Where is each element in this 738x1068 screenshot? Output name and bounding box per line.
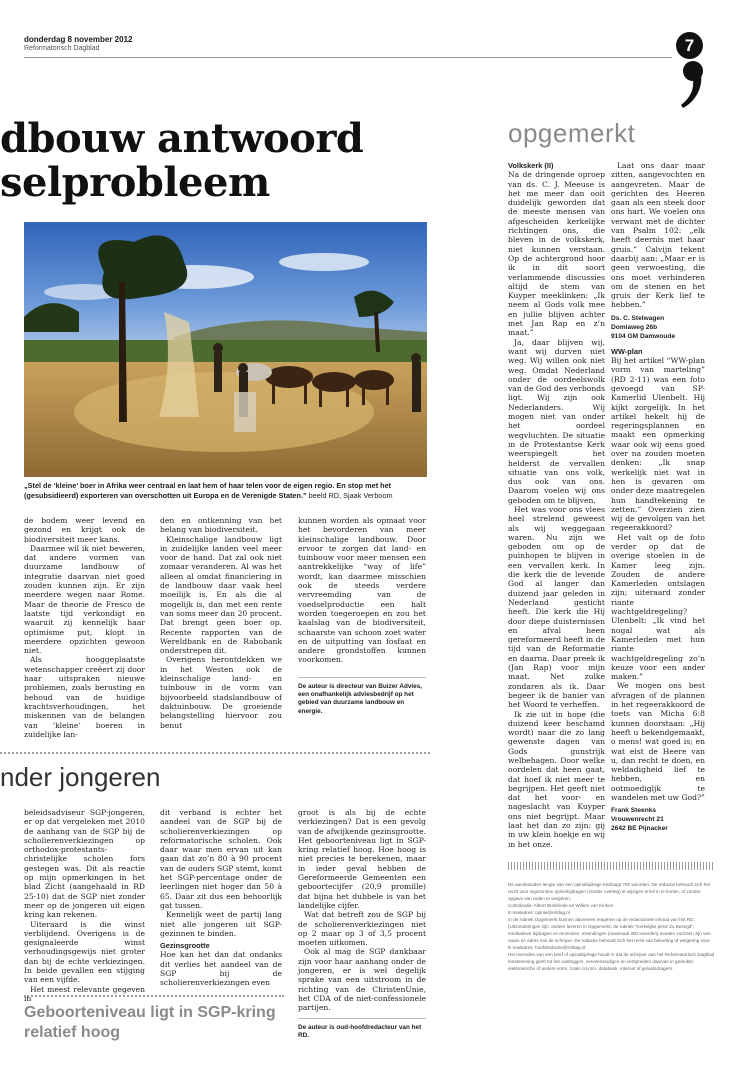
photo-credit: beeld RD, Sjaak Verboom [308, 490, 393, 500]
pullquote-separator [24, 995, 284, 997]
newspaper-name: Reformatorisch Dagblad [24, 45, 100, 52]
subheading: Gezinsgrootte [160, 941, 210, 951]
colofon-text: In de rubriek Opgemerkt kunnen abonnees reageren op de redactionele inhoud van het RD. (Uitzonderingen zijn: andere lezeren in Opgemerkt, de rubriek “Kerkelijke pers/ Zo Bezegd”, meditatieve bijdragen en recensies. Inzendingen (maximaal 300 woorden) moeten voorzien zijn van naam en adres van de schrijver. De redactie behoudt zich het recht van bekorting of weigering voor. [508, 917, 711, 943]
paragraph: Na de dringende oproep van ds. C. J. Meeuse is het me meer dan ooit duidelijk geworden dat de meeste mensen van afgescheiden kerkelijke richtingen ons, die bleven in de volkskerk, niet kunnen verstaan. Op de achtergrond hoor ik in dit soort verlammende discussies altijd de stem van Kuyper meeklinken: „Ik neem al Gods volk mee en jullie blijven achter met Jan Rap en z’n maat.” [508, 170, 605, 338]
article2-headline: nder jongeren [0, 762, 161, 792]
opgemerkt-column-2 [611, 161, 705, 833]
caption-text: „Stel de ‘kleine’ boer in Afrika weer centraal en laat hem of haar telen voor de eigen regio. En stop met het (gesubsidieerd) exporteren van overschotten uit Europa en de Verenigde Staten.” [24, 481, 392, 500]
paragraph: Overigens herontdekken we in het Westen ook de kleinschalige land- en tuinbouw in de vorm van bijvoorbeeld stadslandbouw of daktuinbouw. De groeiende belangstelling hiervoor zou benut [160, 655, 282, 730]
author-divider [298, 1018, 426, 1019]
opgemerkt-column-1 [508, 161, 605, 849]
paragraph: beleidsadviseur SGP-jongeren, er op dat vergeleken met 2010 de aanhang van de SGP bij de scholierenverkiezingen op orthodox-protestants-christelijke scholen fors gestegen was. Dit als reactie op mijn opmerkingen in het blad Zicht (aangehaald in RD 25-10) dat de SGP niet zonder meer op de jongeren uit eigen kring kan rekenen. [24, 808, 145, 920]
paragraph: de bodem weer levend en gezond en krijgt ook de biodiversiteit meer kans. [24, 516, 145, 544]
masthead-divider [24, 57, 672, 58]
paragraph: Het was voor ons vlees heel strelend geweest als wij weggegaan waren. Nu zijn we geboden om op de puinhopen te blijven in een vervallen kerk. In die kerk die de levende God al langer dan duizend jaar geleden in Nederland gesticht heeft. Die kerk die Hij door diepe duisternissen en afval heen gereformeerd heeft in de tijd van de Reformatie en daarna. Daar preek ik (Jan Rap) voor mijn maat. Net zulke zondaren als ik. Daar begeer ik de banier van het Woord te verheffen. [508, 504, 605, 710]
letter-subheading: WW-plan [611, 346, 643, 356]
headline-line-2: selprobleem [0, 159, 270, 206]
pullquote: Geboorteniveau ligt in SGP-kring relatief hoog [24, 1004, 276, 1041]
paragraph: kunnen worden als opmaat voor het bevorderen van meer kleinschalige landbouw. Door ervoor te zorgen dat land- en tuinbouw voor meer mensen een aantrekkelijke “way of life” wordt, kan daarmee misschien ook de steeds verdere vervreemding van de voedselproductie een halt worden toegeroepen en zou het kaalslag van de biodiversiteit, schaarste van schoon zoet water en de uitputting van fosfaat en andere grondstoffen kunnen voorkomen. [298, 516, 426, 665]
comma-logo-icon [680, 60, 705, 110]
paragraph: Laat ons daar maar zitten, aangevochten en aangevreten. Maar de gerichten des Heeren gaan als een steek door ons hart. We voelen ons verwant met de dichter van Psalm 102: „elk heeft deernis met haar gruis.” Calvijn tekent daarbij aan: „Maar er is geen verwoesting, die ons moet verhinderen om de stenen en het gruis der Kerk lief te hebben.” [611, 161, 705, 310]
author-note: De auteur is directeur van Buizer Advies, een onafhankelijk adviesbedrijf op het gebied van duurzame landbouw en energie. [298, 683, 423, 715]
article-headline [0, 117, 440, 205]
colofon-text: Coördinatie: Albert Brinkhede en Willem van Kinken [508, 903, 614, 908]
article2-column-1 [24, 808, 145, 1003]
article-column-3 [298, 516, 426, 665]
paragraph: Ja, daar blijven wij, want wij durven niet weg. Wij willen ook niet weg. Omdat Nederland onder de oordeelswolk van de God des verbonds ligt. Wij zijn ook Nederlanders. Wij mogen niet van onder het oordeel wegvluchten. De situatie in de Protestantse Kerk weerspiegelt het helderst de vervallen situatie van ons volk, dus ook van ons. Daarom voelen wij ons geboden om te blijven. [508, 337, 605, 505]
article-column-2 [160, 516, 282, 730]
paragraph: Bij het artikel “WW-plan vorm van marteling” (RD 2-11) was een foto gevoegd van SP-Kamerlid Ulenbelt. Hij kijkt zorgelijk. In het artikel hekelt hij de regeringsplannen en maakt een opmerking waar ook wij eens goed over na zouden moeten denken: „Ik snap werkelijk niet wat in hen is gevaren om onder deze maatregelen hun handtekening te zetten.” Overzien zien wij de gevolgen van het regeerakkoord? [611, 356, 705, 533]
page-number: 7 [676, 32, 703, 59]
paragraph: Daarmee wil ik niet beweren, dat andere vormen van duurzame landbouw of integratie daarvan niet goed zouden kunnen zijn. Er zijn meerdere wegen naar Rome. Maar de theorie de Fresco de laatste tijd verkondigt en waaruit zij kennelijk haar optimisme put, klopt in meerdere opzichten gewoon niet. [24, 543, 145, 656]
paragraph: Het meest relevante gegeven in [24, 984, 145, 1003]
paragraph: Kleinschalige landbouw ligt in zuidelijke landen veel meer voor de hand. Dat zal ook niet zomaar veranderen. Al was het alleen al omdat financiering in de landbouw daar vaak heel moeilijk is. En als die al mogelijk is, dan met een rente van soms meer dan 20 procent. Dat brengt geen boer op. Recente rapporten van de Wereldbank en de Rabobank onderstrepen dit. [160, 534, 282, 656]
page-date: donderdag 8 november 2012 [24, 35, 133, 44]
article2-column-3 [298, 808, 426, 1013]
paragraph: dit verband is echter het aandeel van de SGP bij de scholierenverkiezingen op reformatorische scholen. Ook daar waar men ervan uit kan gaan dat zo’n 80 à 90 procent van de ouders SGP stemt, komt het SGP-percentage onder de leerlingen niet hoger dan 50 à 65. Daar zit dus een behoorlijk gat tussen. [160, 808, 282, 910]
colofon-divider [508, 862, 713, 870]
colofon-text: E-mailadres: opinie@refdag.nl [508, 910, 570, 915]
author-note: De auteur is oud-hoofdredacteur van het RD. [298, 1024, 422, 1040]
headline-line-1: dbouw antwoord [0, 115, 364, 162]
colofon [508, 881, 715, 972]
signature-name: Ds. C. Stelwagen [611, 314, 665, 322]
photo-caption [24, 481, 429, 500]
paragraph: We mogen ons best afvragen of de plannen in het regeerakkoord de toets van Micha 6:8 kunnen doorstaan: „Hij heeft u bekendgemaakt, o mens! wat goed is; en wat eist de Heere van u, dan recht te doen, en weldadigheid lief te hebben, en ootmoedigljk te wandelen met uw God?” [611, 681, 705, 802]
paragraph: groot is als bij de echte verkiezingen? Dat is een gevolg van de afwijkende gezinsgrootte. Het geboorteniveau ligt in SGP-kring relatief hoog. Hoe hoog is niet precies te berekenen, maar in ieder geval hebben de Gereformeerde Gemeenten een geboortecijfer (20,9 promille) dat bijna het dubbele is van het landelijke cijfer. [298, 808, 426, 910]
signature-name: Frank Steenks [611, 807, 657, 815]
paragraph: Kennelijk weet de partij lang niet alle jongeren uit SGP-gezinnen te binden. [160, 910, 282, 938]
paragraph: Het valt op de foto verder op dat de overige stoelen in de Kamer leeg zijn. Zouden de andere Kamerleden ontslagen zijn; uiteraard zonder riante wachtgeldregeling? Ulenbelt: „Ik vind het nogal wat als Kamerleden met hun riante wachtgeldregeling zo’n keuze voor een ander maken.” [611, 532, 705, 682]
section-separator [0, 752, 430, 754]
paragraph: Als hooggeplaatste wetenschapper creëert zij door haar uitspraken nieuwe problemen, zoals berusting en behoud van de huidige krachtsverhoudingen, het miskennen van de belangen van ‘kleine’ boeren in zuidelijke lan- [24, 655, 145, 739]
author-divider [298, 677, 426, 678]
letter-subheading: Volkskerk (II) [508, 161, 554, 170]
colofon-text: Het inzenden van een brief of opinabijdrage houdt in dat de schrijver aan het Reformatorisch Dagblad toestemming geeft tot het vastleggen, verveelvoudigen en verspreiden daarvan in gedrukte, elektronische of andere vorm, zoals cd-rom, databank, internet of geluidsdragers. [508, 952, 715, 971]
paragraph: Wat dat betreft zou de SGP bij de scholierenverkiezingen niet op 2 maar op 3 of 3,5 procent moeten uitkomen. [298, 910, 426, 948]
article2-column-2 [160, 808, 282, 988]
paragraph: Hoe kan het dan dat ondanks dit verlies het aandeel van de SGP bij de scholierenverkiezingen even [160, 950, 282, 988]
article-photo [24, 222, 427, 477]
opgemerkt-section-title: opgemerkt [508, 118, 636, 148]
colofon-text: E-mailadres: hoofdredactie@refdag.nl [508, 945, 586, 950]
signature-city: 2642 BE Pijnacker [611, 825, 668, 833]
signature-address: Domiaweg 26b [611, 323, 658, 331]
paragraph: Uiteraard is die winst verblijdend. Overigens is de gesignaleerde winst verhoudingsgewijs niet groter dan bij de echte verkiezingen. In beide gevallen een stijging van een vijfde. [24, 919, 145, 985]
signature-city: 9104 GM Damwoude [611, 332, 676, 340]
paragraph: Ik zie uit in hope (die duizend keer beschamd wordt) naar die zo lang gewenste dagen van Gods gunstrijk welbehagen. Door welke oordelen dat heen gaat, dat hoef ik niet meer te begrijpen. Het geeft niet dat het voor- en nageslacht van Kuyper ons niet begrijpt. Maar laat het dan zo zijn: gij in uw klein hoekje en wij in het onze. [508, 709, 605, 849]
colofon-text: De aandewoden lengte van een opinabijdrage bedraagt 750 woorden. De redactie behoudt zich het recht voor ingezonden opiniebijdragen (zonder overleg) te wijzigen en/of in te korten, of zonder opgave van reden te weigeren. [508, 882, 711, 901]
signature-address: Vrouwenrecht 21 [611, 816, 664, 824]
paragraph: Ook al mag de SGP dankbaar zijn voor haar aanhang onder de jongeren, er is wel degelijk sprake van een uitstroom in de richting van de ChristenUnie, het CDA of de niet-confessionele partijen. [298, 947, 426, 1013]
article-column-1 [24, 516, 145, 739]
paragraph: den en ontkenning van het belang van biodiversiteit. [160, 516, 282, 535]
